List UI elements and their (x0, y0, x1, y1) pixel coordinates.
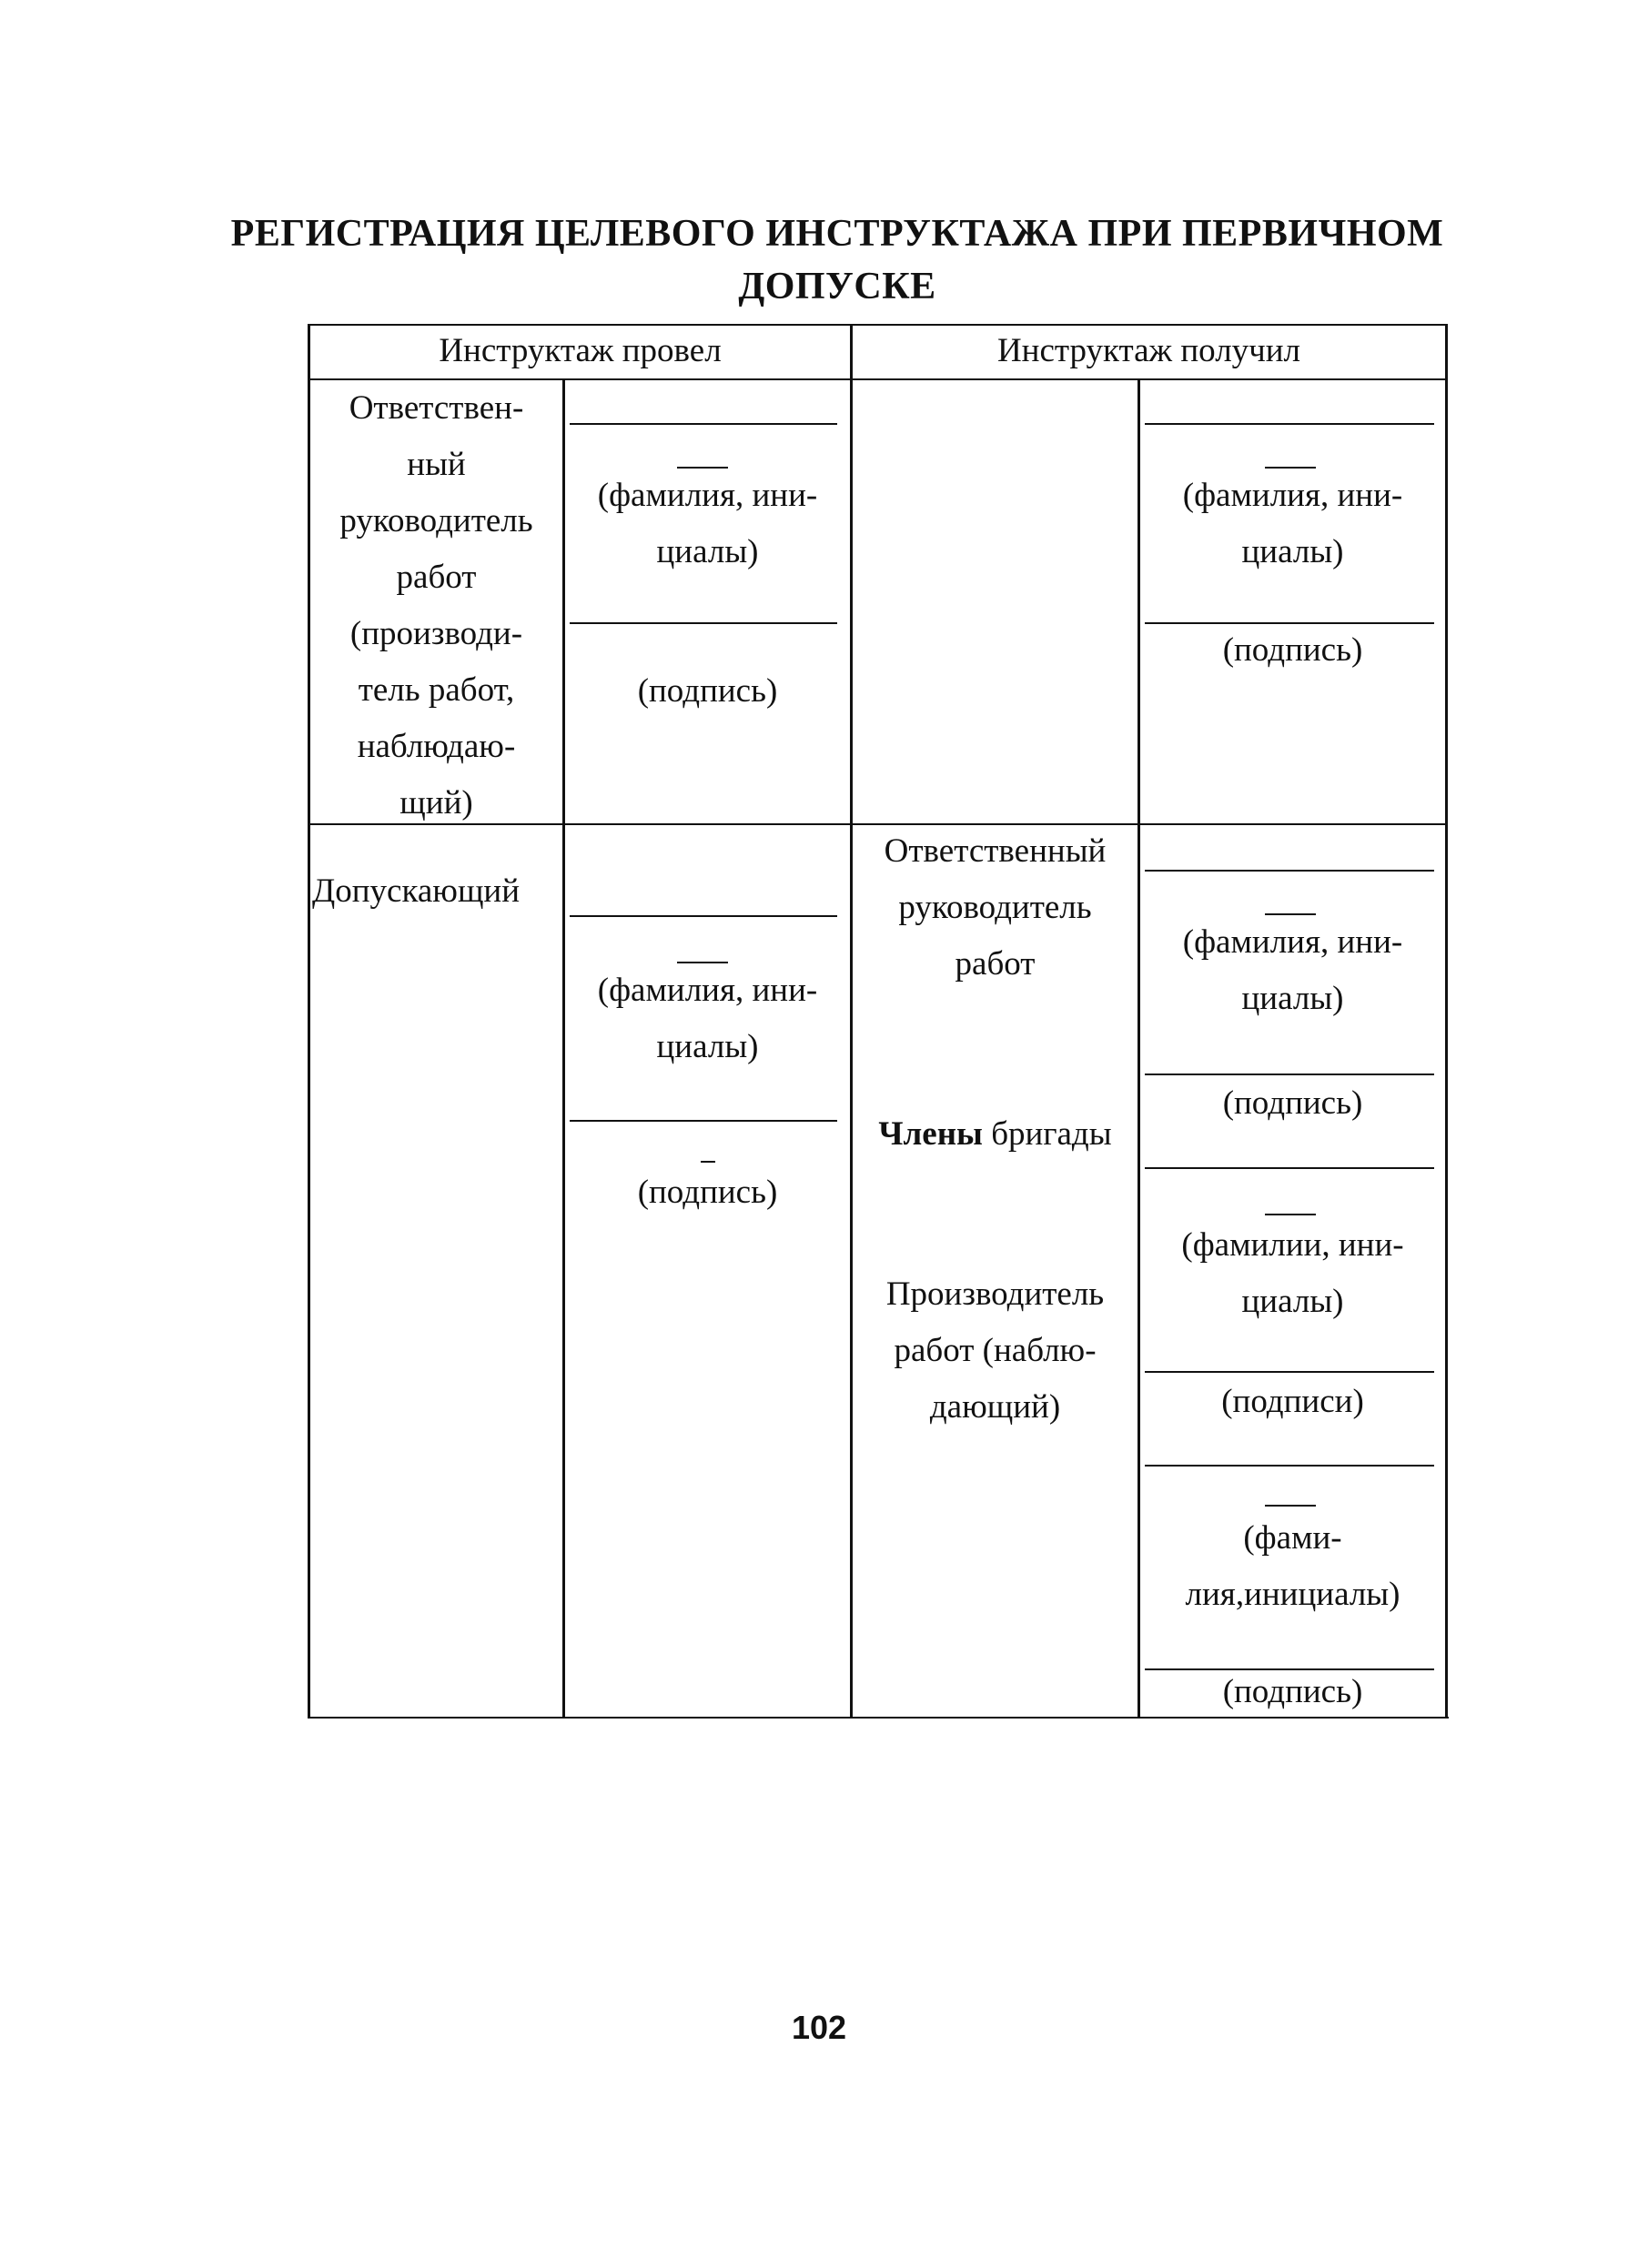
receiver-name-caption-3: (фами- лия,инициалы) (1185, 1519, 1400, 1613)
receiver-role-responsible: Ответственный руководитель работ (884, 832, 1107, 983)
giver-admitting-sign-caption: (подпись) (637, 1174, 778, 1211)
giver-name-line (570, 423, 837, 425)
header-given-by: Инструктаж провел (439, 332, 722, 369)
title-line-2: ДОПУСКЕ (738, 266, 936, 307)
giver-admitting-name-line (570, 915, 837, 917)
table-border-right (1445, 324, 1448, 1719)
receiver-line-4 (1145, 1371, 1434, 1373)
giver-sign-caption: (подпись) (637, 672, 778, 710)
page-number: 102 (791, 2009, 847, 2046)
receiver-dash-3 (1265, 1505, 1316, 1507)
receiver-line-1 (1145, 870, 1434, 872)
giver-sign-line (570, 622, 837, 624)
giver-role-admitting: Допускающий (312, 872, 521, 910)
giver-admitting-sign-dash (701, 1161, 715, 1163)
receiver-name-caption: (фамилия, ини- циалы) (1182, 477, 1403, 570)
page-title (182, 207, 1492, 313)
title-line-1: РЕГИСТРАЦИЯ ЦЕЛЕВОГО ИНСТРУКТАЖА ПРИ ПЕРВИЧНОМ (230, 213, 1444, 255)
giver-admitting-sign-line (570, 1120, 837, 1122)
giver-admitting-name-caption: (фамилия, ини- циалы) (597, 972, 818, 1065)
receiver-role-brigade: Члены бригады (878, 1115, 1112, 1153)
receiver-sign-caption-1: (подпись) (1222, 1084, 1363, 1122)
receiver-dash-2 (1265, 1214, 1316, 1215)
header-received-by: Инструктаж получил (996, 332, 1301, 369)
giver-role-responsible: Ответствен- ный руководитель работ (производи- тель работ, наблюдаю- щий) (339, 389, 533, 822)
receiver-sign-caption-3: (подпись) (1222, 1673, 1363, 1710)
receiver-line-3 (1145, 1167, 1434, 1169)
receiver-name-caption-2: (фамилии, ини- циалы) (1181, 1226, 1404, 1320)
receiver-name-caption-1: (фамилия, ини- циалы) (1182, 923, 1403, 1017)
receiver-sign-caption: (подпись) (1222, 631, 1363, 669)
receiver-line-5 (1145, 1465, 1434, 1467)
receiver-name-line (1145, 423, 1434, 425)
receiver-role-producer: Производитель работ (наблю- дающий) (885, 1275, 1105, 1426)
col-divider-middle (850, 324, 853, 1719)
giver-name-caption: (фамилия, ини- циалы) (597, 477, 818, 570)
receiver-sign-caption-2: (подписи) (1221, 1383, 1364, 1420)
